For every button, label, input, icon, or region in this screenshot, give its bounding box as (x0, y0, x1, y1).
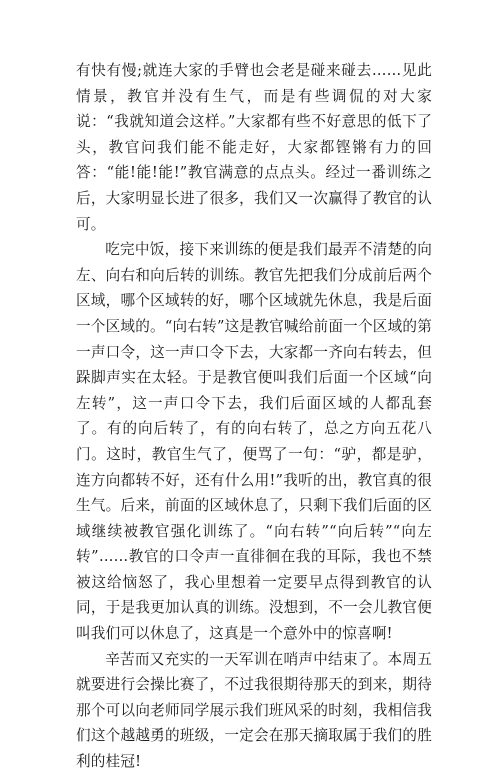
paragraph-1: 有快有慢;就连大家的手臂也会老是碰来碰去……见此情景，教官并没有生气，而是有些调侃的对大家说：“我就知道会这样。”大家都有些不好意思的低下了头，教官问我们能不能走好，大家都铿锵有力的回答：“能!能!能!”教官满意的点点头。经过一番训练之后，大家明显长进了很多，我们又一次赢得了教官的认可。 (76, 62, 432, 233)
document-body (76, 58, 432, 775)
paragraph-2: 吃完中饭，接下来训练的便是我们最弄不清楚的向左、向右和向后转的训练。教官先把我们分成前后两个区域，哪个区域转的好，哪个区域就先休息，我是后面一个区域的。“向右转”这是教官喊给前面一个区域的第一声口令，这一声口令下去，大家都一齐向右转去，但跺脚声实在太轻。于是教官便叫我们后面一个区域“向左转”，这一声口令下去，我们后面区域的人都乱套了。有的向后转了，有的向右转了，总之方向五花八门。这时，教官生气了，便骂了一句：“驴，都是驴，连方向都转不好，还有什么用!”我听的出，教官真的很生气。后来，前面的区域休息了，只剩下我们后面的区域继续被教官强化训练了。“向右转”“向后转”“向左转”……教官的口令声一直徘徊在我的耳际，我也不禁被这给恼怒了，我心里想着一定要早点得到教官的认同，于是我更加认真的训练。没想到，不一会儿教官便叫我们可以休息了，这真是一个意外中的惊喜啊! (76, 241, 432, 643)
paragraph-3: 辛苦而又充实的一天军训在哨声中结束了。本周五就要进行会操比赛了，不过我很期待那天的到来，期待那个可以向老师同学展示我们班风采的时刻，我相信我们这个越越勇的班级，一定会在那天摘取属于我们的胜利的桂冠! (76, 650, 432, 771)
